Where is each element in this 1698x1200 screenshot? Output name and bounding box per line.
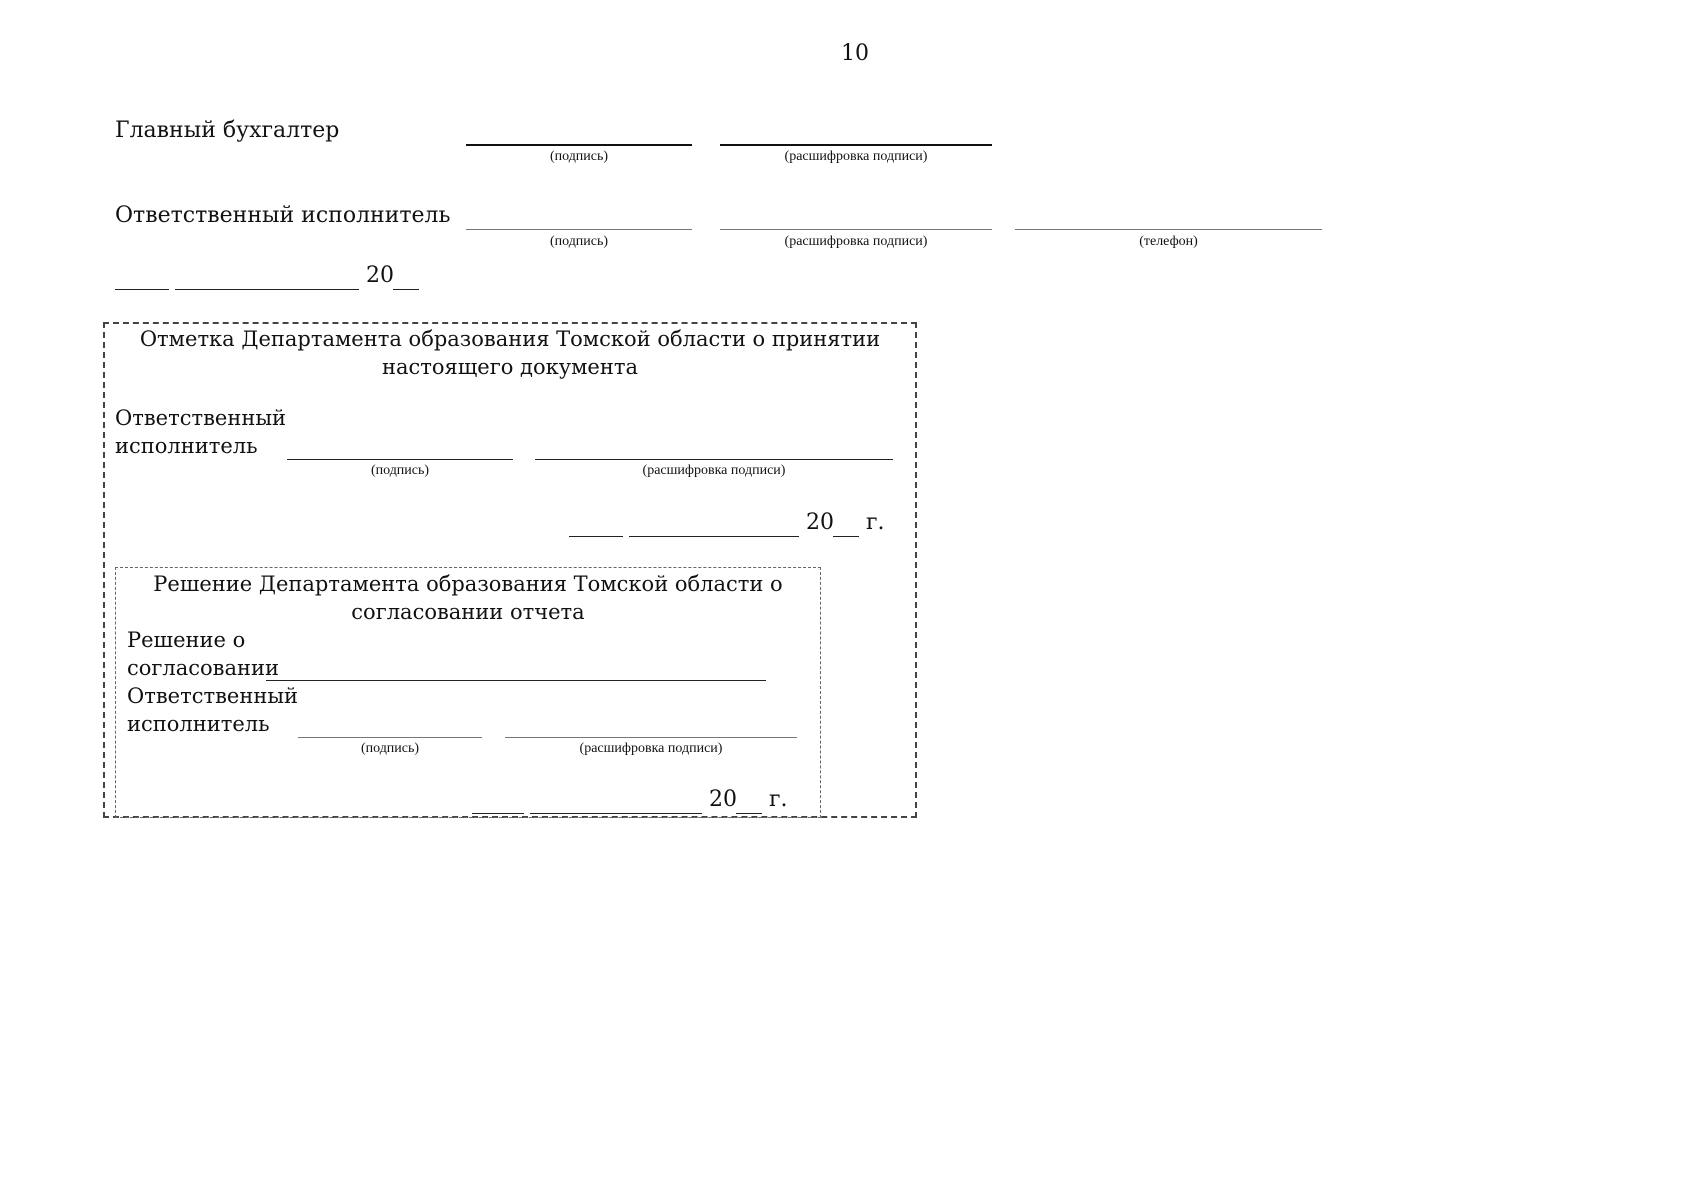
acceptance-date-day-blank[interactable]: [569, 536, 623, 537]
decision-decoding-caption: (расшифровка подписи): [579, 741, 723, 756]
decision-signature-line[interactable]: [298, 737, 482, 738]
decision-date-year-blank[interactable]: [736, 813, 762, 814]
date-year-blank[interactable]: [393, 289, 419, 290]
decision-title-line2: согласовании отчета: [351, 600, 585, 624]
acceptance-title-line1: Отметка Департамента образования Томской области о принятии: [139, 327, 881, 351]
responsible-decoding-caption: (расшифровка подписи): [784, 234, 928, 249]
responsible-phone-caption: (телефон): [1139, 234, 1198, 249]
acceptance-decoding-line[interactable]: [535, 459, 893, 460]
responsible-phone-line[interactable]: [1015, 229, 1322, 230]
responsible-label: Ответственный исполнитель: [115, 203, 451, 228]
decision-date-year-prefix: 20: [709, 787, 737, 812]
acceptance-date-year-prefix: 20: [806, 510, 834, 535]
acceptance-date-suffix: г.: [866, 510, 885, 535]
acceptance-title-line2: настоящего документа: [381, 355, 638, 379]
chief-accountant-label: Главный бухгалтер: [115, 118, 340, 143]
decision-label-line2: согласовании: [127, 656, 280, 680]
decision-date-day-blank[interactable]: [472, 813, 524, 814]
decision-decoding-line[interactable]: [505, 737, 797, 738]
date-year-prefix: 20: [366, 263, 394, 288]
decision-title-line1: Решение Департамента образования Томской области о: [153, 572, 783, 596]
page-number: 10: [841, 41, 869, 66]
decision-responsible-line1: Ответственный: [127, 684, 299, 708]
decision-value-line[interactable]: [266, 680, 766, 681]
acceptance-signature-caption: (подпись): [370, 463, 430, 478]
decision-date-suffix: г.: [769, 787, 788, 812]
decision-date-month-blank[interactable]: [530, 813, 702, 814]
responsible-signature-line[interactable]: [466, 229, 692, 230]
decision-label-line1: Решение о: [127, 628, 246, 652]
acceptance-date-month-blank[interactable]: [629, 536, 799, 537]
acceptance-label-line1: Ответственный: [115, 406, 287, 430]
decision-responsible-line2: исполнитель: [127, 712, 270, 736]
responsible-signature-caption: (подпись): [549, 234, 609, 249]
chief-accountant-signature-caption: (подпись): [549, 149, 609, 164]
acceptance-signature-line[interactable]: [287, 459, 513, 460]
date-month-blank[interactable]: [175, 289, 359, 290]
date-day-blank[interactable]: [115, 289, 169, 290]
decision-signature-caption: (подпись): [360, 741, 420, 756]
acceptance-label-line2: исполнитель: [115, 434, 258, 458]
chief-accountant-decoding-line[interactable]: [720, 144, 992, 146]
acceptance-date-year-blank[interactable]: [833, 536, 859, 537]
acceptance-decoding-caption: (расшифровка подписи): [642, 463, 786, 478]
chief-accountant-signature-line[interactable]: [466, 144, 692, 146]
chief-accountant-decoding-caption: (расшифровка подписи): [784, 149, 928, 164]
responsible-decoding-line[interactable]: [720, 229, 992, 230]
